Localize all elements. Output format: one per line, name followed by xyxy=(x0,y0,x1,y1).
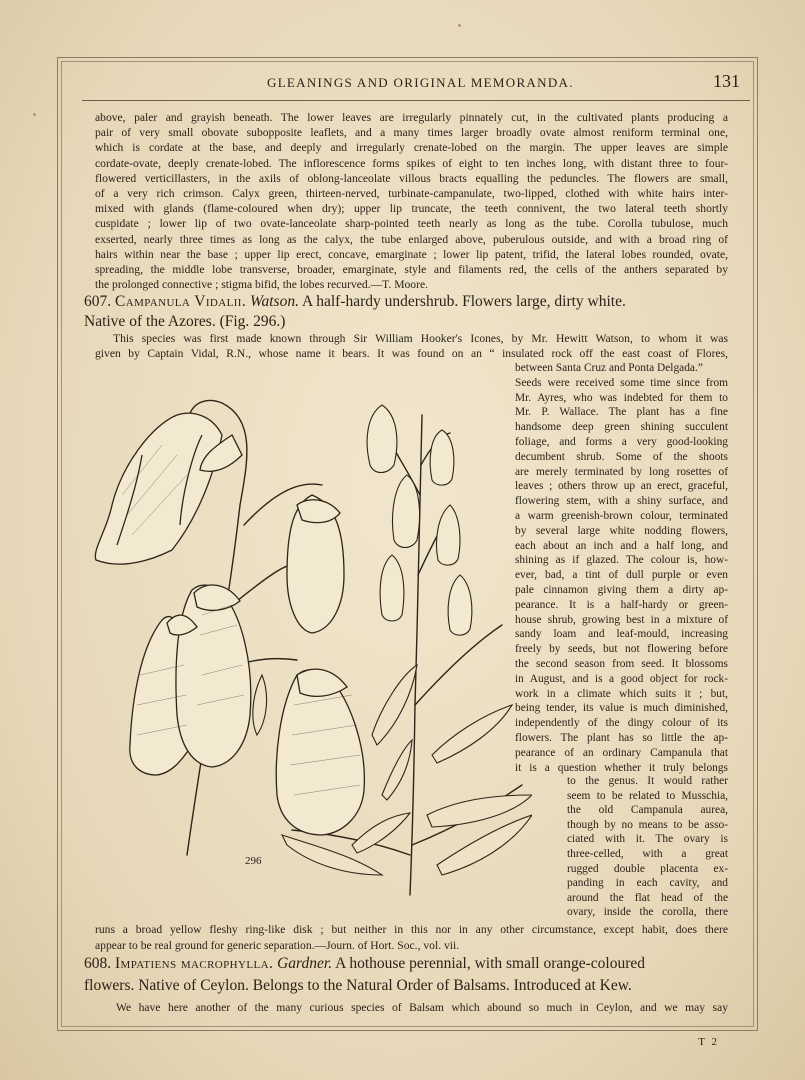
column-line: ciated with it. The ovary is xyxy=(567,833,728,846)
column-line: the second season from seed. It blossoms xyxy=(515,658,728,670)
paragraph-line: above, paler and grayish beneath. The lower leaves are irregularly pinnately cut, in the cultivated plants producing a xyxy=(95,111,728,124)
entry-607-heading xyxy=(84,292,626,312)
paragraph-line: flowered verticillasters, in the axils of oblong-lanceolate villous bracts equalling the peduncles. The flowers are small, xyxy=(95,171,728,185)
leaf xyxy=(253,675,267,735)
column-line: leaves ; others throw up an erect, graceful, xyxy=(515,480,728,493)
species-name: Impatiens macrophylla. xyxy=(115,955,274,972)
paper-speck xyxy=(33,113,36,116)
paragraph-line: spreading, the middle lobe transverse, broader, emarginate, style and filaments red, the cells of the anthers separated by xyxy=(95,263,728,276)
entry-608-text: We have here another of the many curious species of Balsam which abound so much in Ceylon, and we may say xyxy=(116,1001,728,1014)
paragraph-line: cuspidate ; lower lip of two ovate-lanceolate sharp-pointed teeth nearly as long as the tube. Corolla tubulose, much xyxy=(95,217,728,231)
column-line: are merely terminated by long rosettes of xyxy=(515,465,728,478)
flower-bell xyxy=(437,505,460,565)
flower-bell xyxy=(430,430,454,485)
column-line: decumbent shrub. Some of the shoots xyxy=(515,450,728,463)
species-name: Campanula Vidalii. xyxy=(115,293,247,310)
entry-608-heading xyxy=(84,954,645,974)
figure-number: 296 xyxy=(245,855,262,867)
column-line: three-celled, with a great xyxy=(567,848,728,860)
column-line: rugged double placenta ex- xyxy=(567,862,728,875)
column-line: pale cinnamon giving them a dirty ap- xyxy=(515,584,728,596)
column-line: by several large white nodding flowers, xyxy=(515,524,728,537)
column-line: work in a climate which suits it ; but, xyxy=(515,687,728,700)
paragraph-line: which is cordate at the base, and deeply and irregularly crenate-lobed on the margin. The upper leaves are simple xyxy=(95,141,728,155)
running-head: GLEANINGS AND ORIGINAL MEMORANDA. xyxy=(267,75,574,90)
column-line: sandy loam and leaf-mould, increasing xyxy=(515,628,728,641)
leaf xyxy=(432,705,512,763)
paragraph-line: mixed with glands (flame-coloured when dry); upper lip truncate, the teeth connivent, the two lateral teeth shortly xyxy=(95,202,728,216)
column-line: in August, and is a good object for rock- xyxy=(515,672,728,685)
column-line: Seeds were received some time since from xyxy=(515,376,728,389)
signature-mark: T 2 xyxy=(698,1036,719,1048)
flower-bell xyxy=(367,405,397,473)
flower-bell xyxy=(448,575,472,635)
leaf xyxy=(352,813,410,853)
entry-607-heading-line2 xyxy=(84,312,285,332)
column-line: flowering stem, with a shiny surface, and xyxy=(515,495,728,508)
flower-bell xyxy=(95,413,222,564)
column-line: pearance of an ordinary Campanula that xyxy=(515,746,728,759)
paragraph-line: cordate-ovate, deeply crenate-lobed. The inflorescence forms spikes of eight to ten inches long, with distant three to four- xyxy=(95,156,728,170)
column-line: between Santa Cruz and Ponta Delgada.” xyxy=(515,362,703,374)
column-line: each about an inch and a half long, and xyxy=(515,539,728,552)
paragraph-line: This species was first made known through Sir William Hooker's Icones, by Mr. Hewitt Watson, to whom it was xyxy=(113,332,728,345)
authority: Watson. xyxy=(250,293,299,310)
entry-description: A half-hardy undershrub. Flowers large, dirty white. xyxy=(302,293,626,310)
column-line: handsome deep green shining succulent xyxy=(515,421,728,434)
column-line: a warm greenish-brown colour, terminated xyxy=(515,510,728,522)
column-line: Mr. Ayres, who was indebted for them to xyxy=(515,391,728,404)
flower-bell xyxy=(176,585,251,767)
campanula-illustration xyxy=(82,375,532,915)
column-line: panding in each cavity, and xyxy=(567,877,728,890)
column-line: to the genus. It would rather xyxy=(567,775,728,787)
column-line: independently of the dingy colour of its xyxy=(515,717,728,730)
entry-description: A hothouse perennial, with small orange-coloured xyxy=(335,955,646,972)
column-line: house shrub, growing best in a mixture of xyxy=(515,613,728,626)
column-line: Mr. P. Wallace. The plant has a fine xyxy=(515,406,728,419)
page-number: 131 xyxy=(713,71,740,91)
paragraph-line: given by Captain Vidal, R.N., whose name it bears. It was found on an “ insulated rock off the east coast of Flores, xyxy=(95,347,728,361)
paragraph-line: the prolonged connective ; stigma bifid, the lobes recurved.—T. Moore. xyxy=(95,278,429,292)
entry-description: Native of the Azores. (Fig. 296.) xyxy=(84,313,286,330)
column-line: ovary, inside the corolla, there xyxy=(567,906,728,919)
column-line: foliage, and forms a very good-looking xyxy=(515,436,728,448)
leaf xyxy=(372,665,417,745)
paragraph-line: appear to be real ground for generic separation.—Journ. of Hort. Soc., vol. vii. xyxy=(95,938,460,952)
header-rule xyxy=(82,100,750,101)
column-line: pearance. It is a half-hardy or green- xyxy=(515,598,728,611)
paragraph-line: pair of very small obovate subopposite leaflets, and a many times larger broadly ovate almost reniform terminal one, xyxy=(95,126,728,140)
leaf xyxy=(382,740,412,800)
page-header xyxy=(82,73,740,99)
entry-description: flowers. Native of Ceylon. Belongs to the Natural Order of Balsams. Introduced at Kew. xyxy=(84,977,632,994)
column-line: it is a question whether it truly belongs xyxy=(515,761,728,774)
column-line: being tender, its value is much diminished, xyxy=(515,702,728,715)
column-line: around the flat head of the xyxy=(567,891,728,904)
column-line: the old Campanula aurea, xyxy=(567,804,728,817)
paragraph-line: hairs within near the base ; upper lip erect, concave, emarginate ; lower lip patent, trifid, the lateral lobes rounded, ovate, xyxy=(95,247,728,261)
entry-number: 608. xyxy=(84,955,112,972)
column-line: shining as if glazed. The colour is, how- xyxy=(515,554,728,567)
paragraph-line: exserted, nearly three times as long as the calyx, the tube enlarged above, puberulous outside, and with a broad ring of xyxy=(95,232,728,246)
paragraph-line: of a very rich crimson. Calyx green, thirteen-nerved, turbinate-campanulate, two-lipped, clothed with white hairs inter- xyxy=(95,187,728,200)
column-line: ever, bad, a tint of dull purple or even xyxy=(515,569,728,582)
entry-608-heading-line2 xyxy=(84,976,632,996)
flower-bell xyxy=(380,555,404,621)
paragraph-line: runs a broad yellow fleshy ring-like disk ; but neither in this nor in any other circumstance, except habit, does there xyxy=(95,923,728,936)
column-line: freely by seeds, but not flowering before xyxy=(515,643,728,656)
paper-speck xyxy=(458,24,461,27)
column-line: flowers. The plant has so little the ap- xyxy=(515,732,728,744)
entry-number: 607. xyxy=(84,293,112,310)
column-line: though by no means to be asso- xyxy=(567,818,728,831)
authority: Gardner. xyxy=(277,955,333,972)
column-line: seem to be related to Musschia, xyxy=(567,789,728,802)
